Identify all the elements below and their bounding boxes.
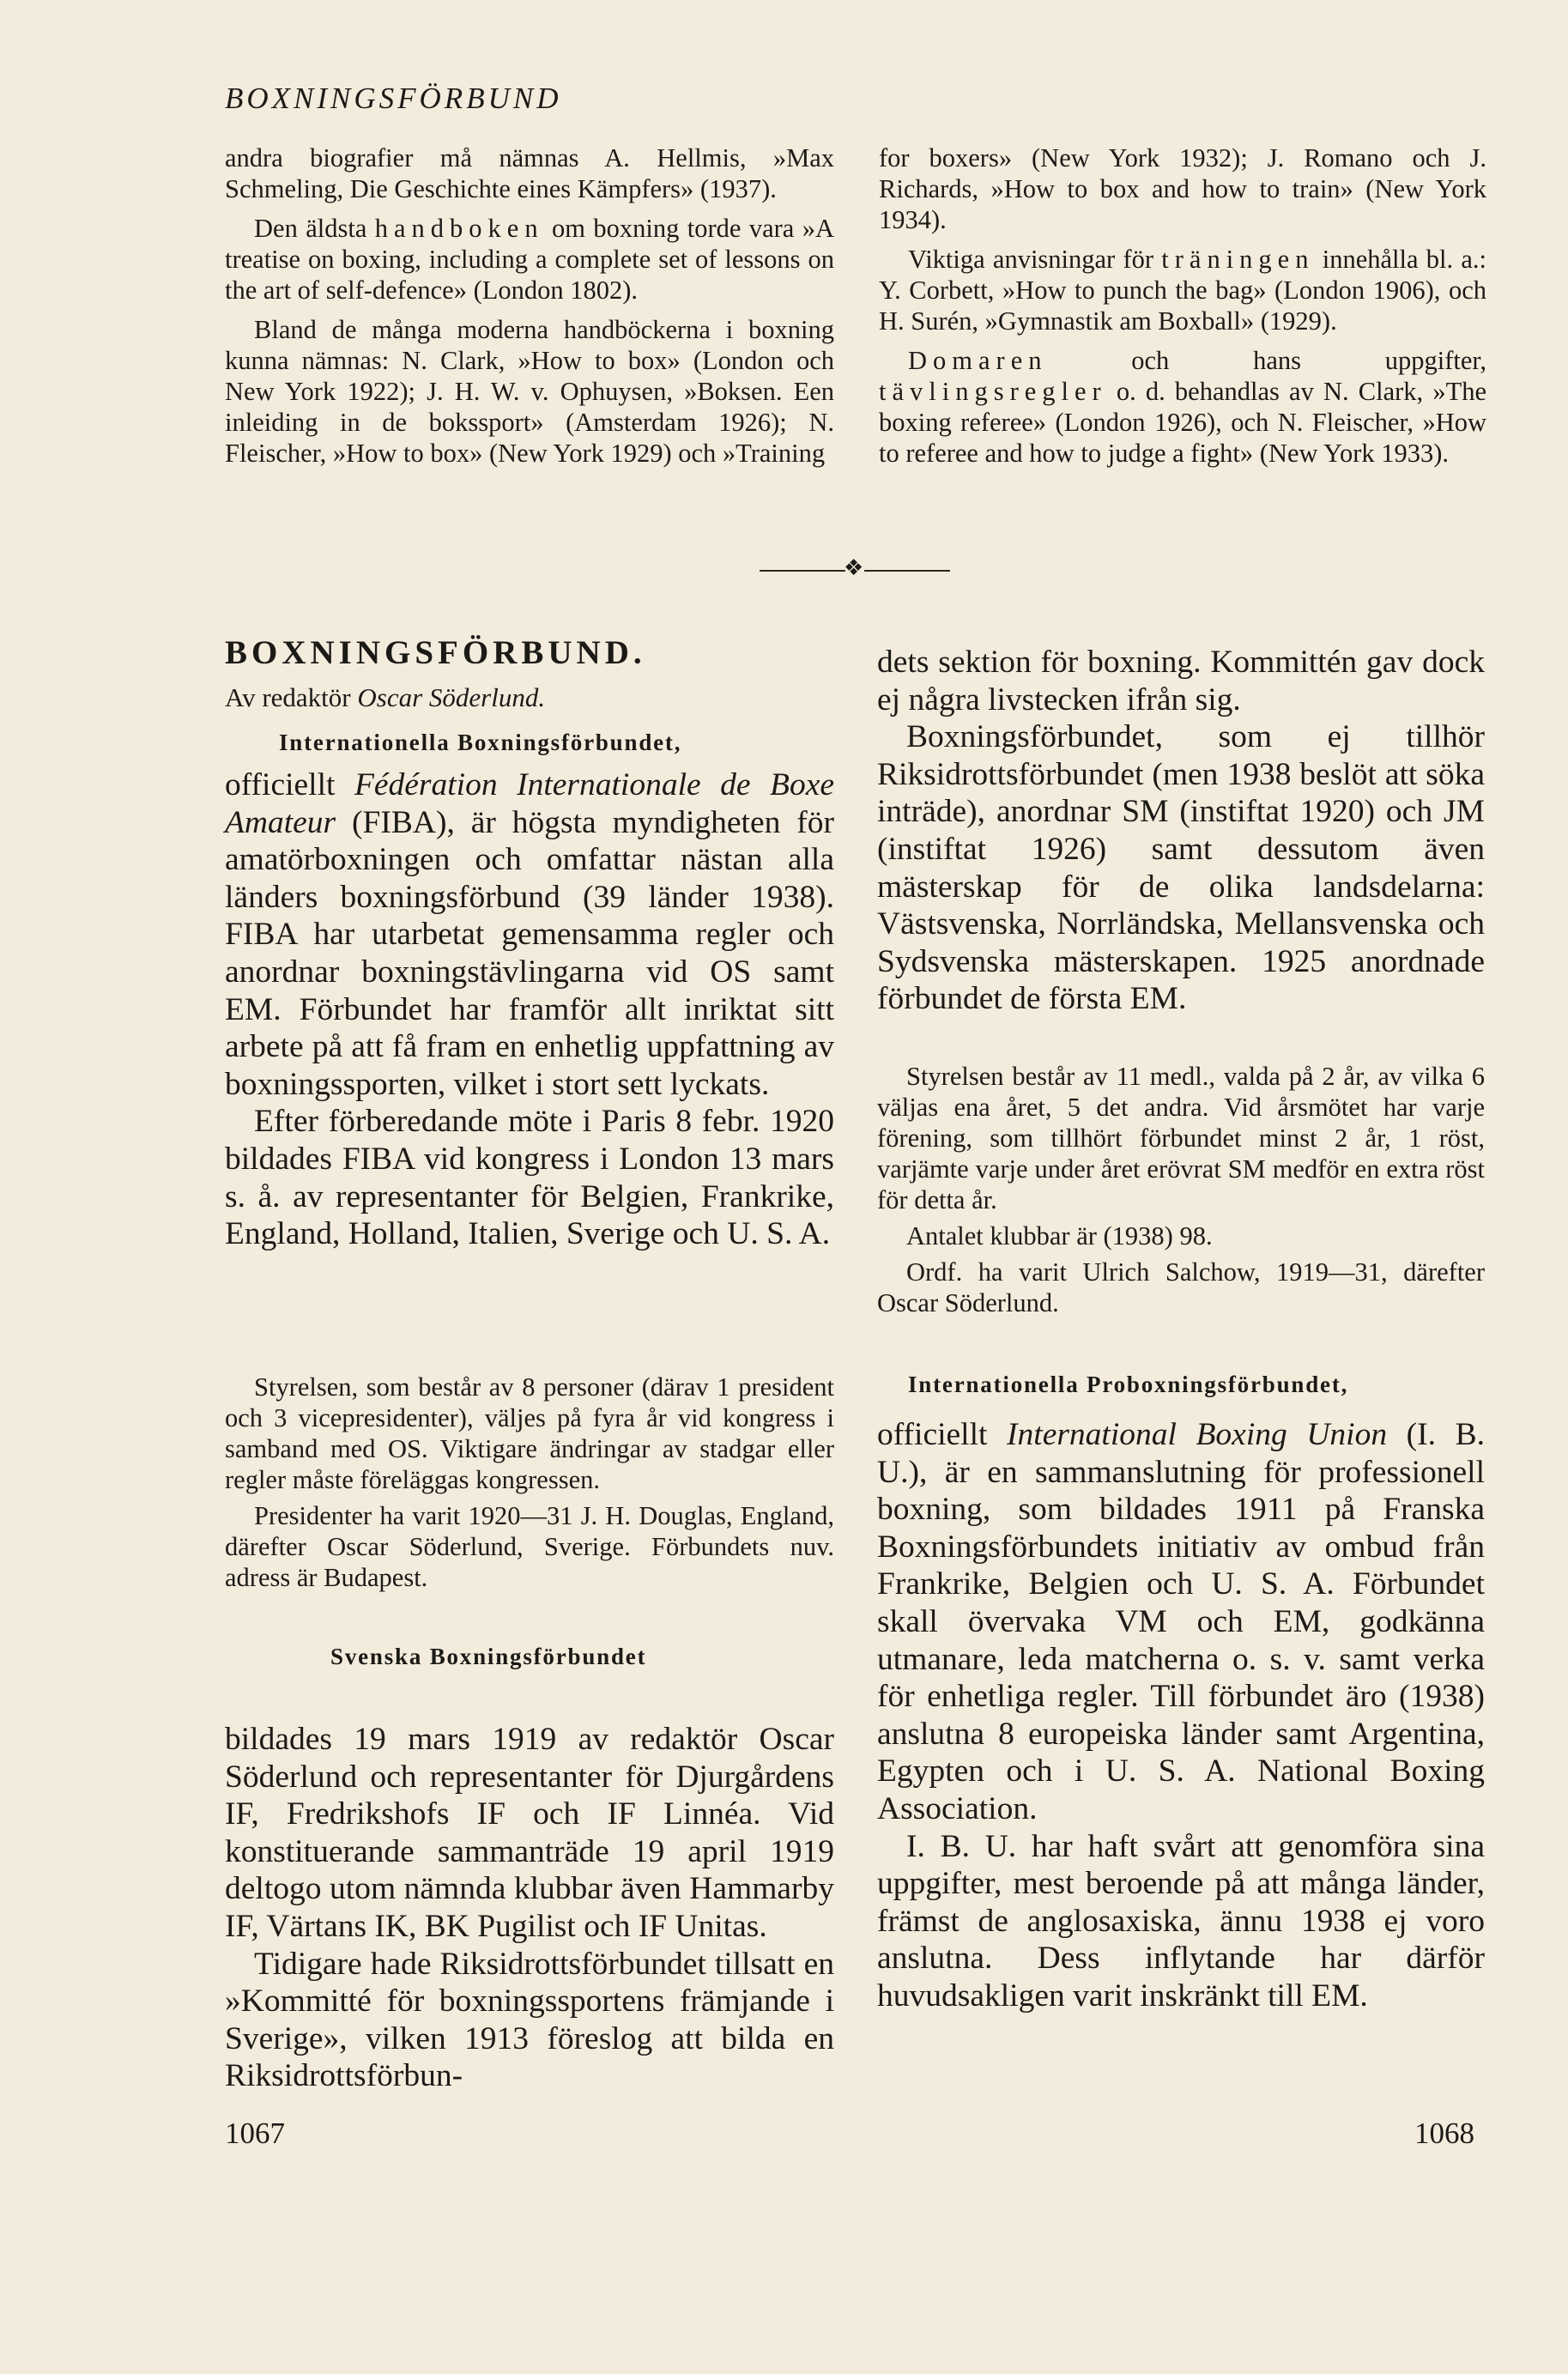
paragraph: Styrelsen består av 11 medl., valda på 2 år, av vilka 6 väljas ena året, 5 det andra. Vid årsmötet har varje förening, som tillhört förbundet minst 2 år, 1 röst, varjämte varje under året erövrat SM medför en extra röst för detta år. <box>877 1062 1485 1214</box>
emphasis: tävlingsregler <box>879 377 1107 406</box>
running-head: BOXNINGSFÖRBUND <box>225 82 562 115</box>
emphasis: träningen <box>1161 245 1315 274</box>
paragraph: Den äldsta handboken om boxning torde vara »A treatise on boxing, including a complete set of lessons on the art of self-defence» (London 1802). <box>225 214 834 305</box>
paragraph: Efter förberedande möte i Paris 8 febr. 1920 bildades FIBA vid kongress i London 13 mars s. å. av representanter för Belgien, Frankrike, England, Holland, Italien, Sverige och U. S. A. <box>225 1104 834 1252</box>
paragraph: Antalet klubbar är (1938) 98. <box>906 1221 1213 1251</box>
svenska-body <box>225 1721 834 2095</box>
article-title: BOXNINGSFÖRBUND. <box>225 634 646 671</box>
fiba-heading: Internationella Boxningsförbundet, <box>279 730 682 755</box>
section-divider <box>760 555 950 581</box>
paragraph: officiellt International Boxing Union (I. B. U.), är en sammanslutning för professionell boxning, som bildades 1911 på Franska Boxningsförbundets initiativ av ombud från Frankrike, Belgien och U. S. A. Förbundet skall övervaka VM och EM, godkänna utmanare, leda matcherna o. s. v. samt verka för enhetliga regler. Till förbundet äro (1938) anslutna 8 europeiska länder samt Argentina, Egypten och i U. S. A. National Boxing Association. <box>877 1417 1485 1826</box>
divider-ornament-icon: ❖ <box>844 555 864 581</box>
fiba-body <box>225 766 834 1253</box>
bibliography-right-column <box>879 142 1486 477</box>
bibliography-left-column <box>225 142 834 477</box>
paragraph: Domaren och hans uppgifter, tävlingsregler o. d. behandlas av N. Clark, »The boxing referee» (London 1926), och N. Fleischer, »How to referee and how to judge a fight» (New York 1933). <box>879 346 1486 468</box>
page-number-right: 1068 <box>1414 2117 1474 2150</box>
paragraph: Bland de många moderna handböckerna i boxning kunna nämnas: N. Clark, »How to box» (London och New York 1922); J. H. W. v. Ophuysen, »Boksen. Een inleiding in de bokssport» (Amsterdam 1926); N. Fleischer, »How to box» (New York 1929) och »Training <box>225 315 834 468</box>
pro-body <box>877 1416 1485 2015</box>
italic-name: Fédération Internationale de Boxe Amateur <box>225 767 834 840</box>
paragraph: Viktiga anvisningar för träningen innehålla bl. a.: Y. Corbett, »How to punch the bag» (London 1906), och H. Surén, »Gymnastik am Boxball» (1929). <box>879 245 1486 336</box>
paragraph: officiellt Fédération Internationale de Boxe Amateur (FIBA), är högsta myndigheten för amatörboxningen och omfattar nästan alla länders boxningsförbund (39 länder 1938). FIBA har utarbetat gemensamma regler och anordnar boxningstävlingarna vid OS samt EM. Förbundet har framför allt inriktat sitt arbete på att få fram en enhetlig uppfattning av boxningssporten, vilket i stort sett lyckats. <box>225 767 834 1102</box>
paragraph: Ordf. ha varit Ulrich Salchow, 1919—31, därefter Oscar Söderlund. <box>877 1257 1485 1317</box>
page-number-left: 1067 <box>225 2117 285 2150</box>
paragraph: I. B. U. har haft svårt att genomföra sina uppgifter, mest beroende på att många länder, främst de anglosaxiska, ännu 1938 ej voro anslutna. Dess inflytande har därför huvudsakligen varit inskränkt till EM. <box>877 1828 1485 2014</box>
paragraph: dets sektion för boxning. Kommittén gav dock ej några livstecken ifrån sig. <box>877 645 1485 718</box>
paragraph: andra biografier må nämnas A. Hellmis, »Max Schmeling, Die Geschichte eines Kämpfers» (1937). <box>225 143 834 203</box>
italic-name: International Boxing Union <box>1007 1417 1388 1452</box>
paragraph: Styrelsen, som består av 8 personer (därav 1 president och 3 vicepresidenter), väljes på fyra år vid kongress i samband med OS. Viktigare ändringar av stadgar eller regler måste föreläggas kongressen. <box>225 1372 834 1494</box>
paragraph: bildades 19 mars 1919 av redaktör Oscar Söderlund och representanter för Djurgårdens IF, Fredrikshofs IF och IF Linnéa. Vid konstituerande sammanträde 19 april 1919 deltogo utom nämnda klubbar även Hammarby IF, Värtans IK, BK Pugilist och IF Unitas. <box>225 1722 834 1944</box>
pro-heading: Internationella Proboxningsförbundet, <box>908 1372 1349 1397</box>
paragraph: Tidigare hade Riksidrottsförbundet tillsatt en »Kommitté för boxningssportens främjande i Sverige», vilken 1913 föreslog att bilda en Riksidrottsförbun- <box>225 1946 834 2094</box>
author-name: Oscar Söderlund. <box>357 682 546 712</box>
emphasis: handboken <box>374 214 544 243</box>
svenska-notes <box>877 1061 1485 1323</box>
svenska-heading: Svenska Boxningsförbundet <box>330 1644 647 1669</box>
byline: Av redaktör Oscar Söderlund. <box>225 682 546 712</box>
paragraph: Presidenter ha varit 1920—31 J. H. Douglas, England, därefter Oscar Söderlund, Sverige. Förbundets nuv. adress är Budapest. <box>225 1501 834 1592</box>
paragraph: for boxers» (New York 1932); J. Romano och J. Richards, »How to box and how to train» (New York 1934). <box>879 143 1486 234</box>
svenska-body-continued <box>877 644 1485 1018</box>
emphasis: Domaren <box>908 346 1048 375</box>
paragraph: Boxningsförbundet, som ej tillhör Riksidrottsförbundet (men 1938 beslöt att söka inträde), anordnar SM (instiftat 1920) och JM (instiftat 1926) samt dessutom även mästerskap för de olika landsdelarna: Västsvenska, Norrländska, Mellansvenska och Sydsvenska mästerskapen. 1925 anordnade förbundet de första EM. <box>877 719 1485 1017</box>
fiba-notes <box>225 1372 834 1598</box>
